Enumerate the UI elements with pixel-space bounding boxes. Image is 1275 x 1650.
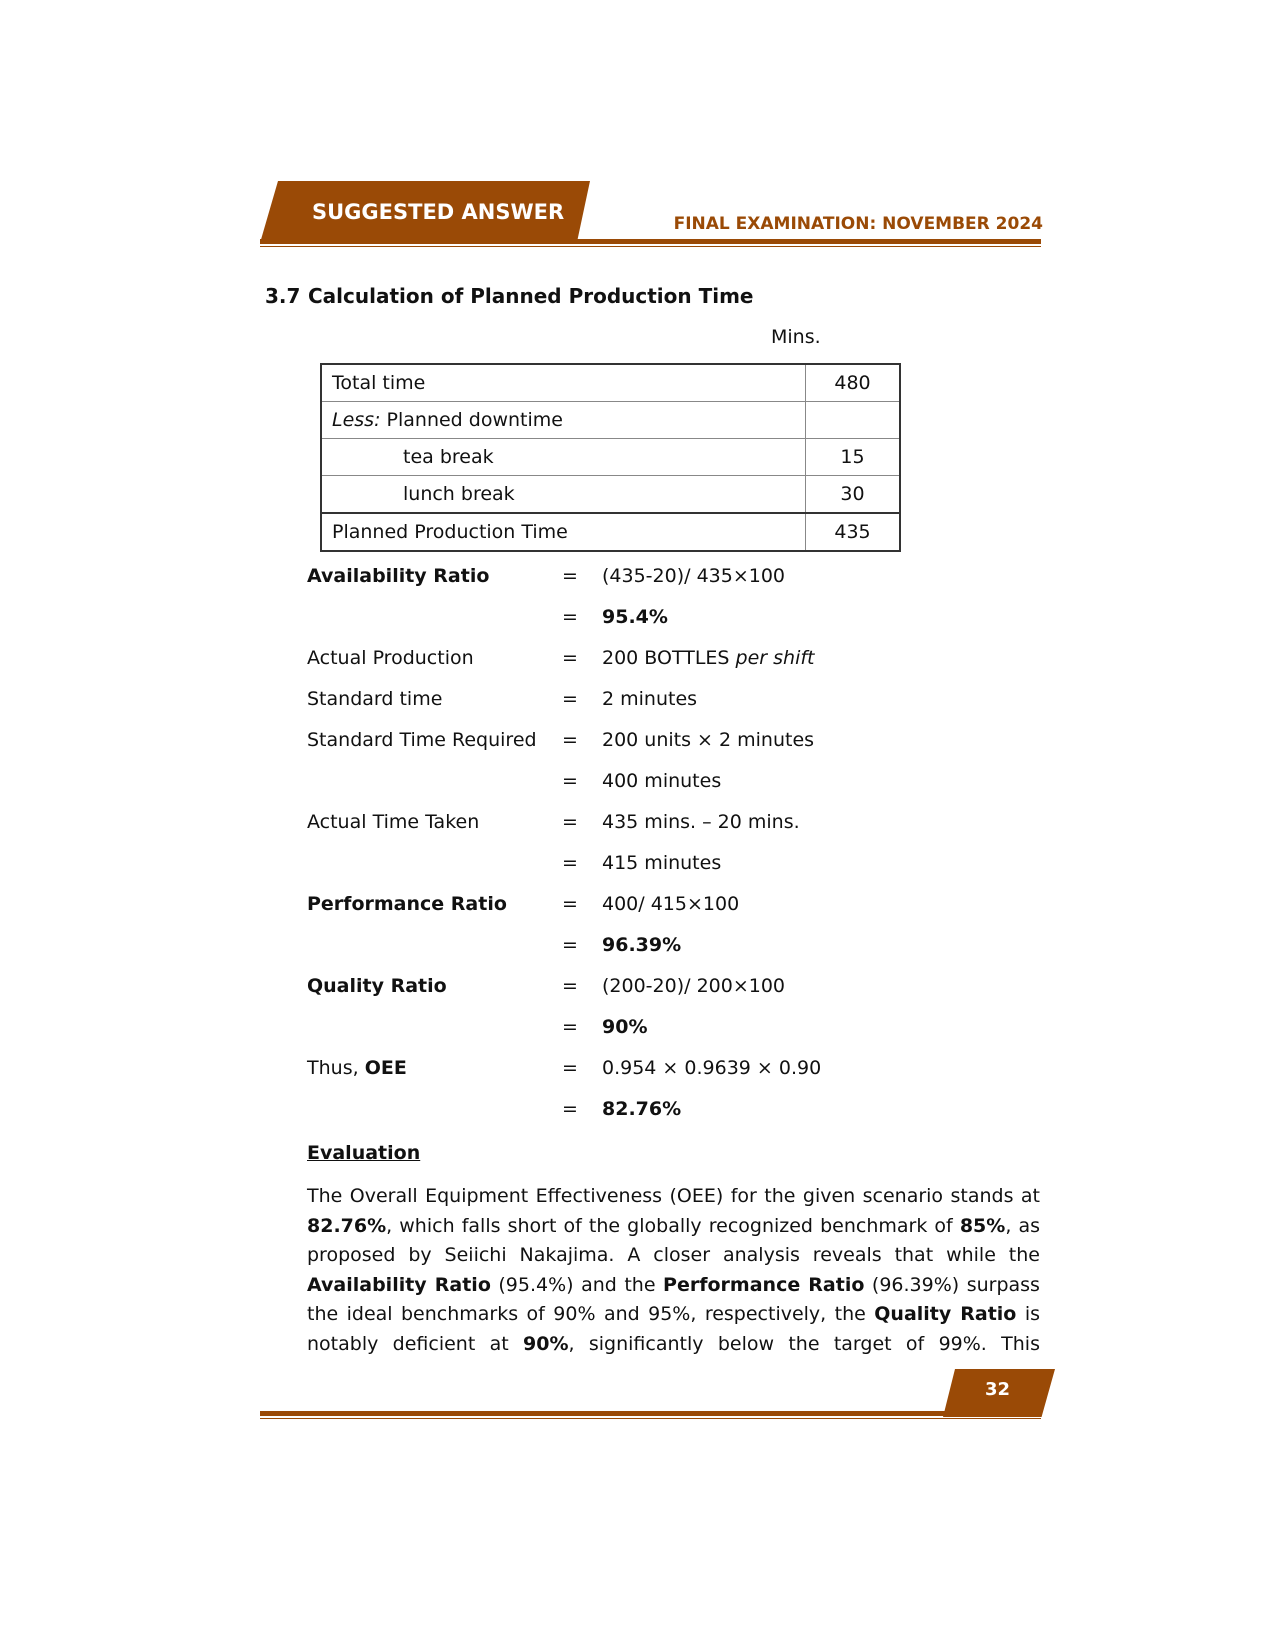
eval-text: is notably deficient at: [307, 1303, 1040, 1355]
table-cell-label: [321, 402, 806, 439]
eval-text: , which falls short of the globally recognized benchmark of: [386, 1214, 953, 1237]
calc-value: 2 minutes: [602, 688, 698, 710]
calc-label: Standard time: [307, 688, 443, 710]
calc-label-text: Thus,: [307, 1057, 359, 1079]
calc-label: [307, 1057, 557, 1079]
calc-value-suffix: per shift: [735, 647, 815, 669]
equals-sign: =: [562, 729, 578, 751]
exam-title: FINAL EXAMINATION: NOVEMBER 2024: [673, 214, 1043, 234]
header-rule-thin: [260, 246, 1041, 247]
equals-sign: =: [562, 934, 578, 956]
calc-value: [602, 647, 815, 669]
section-heading: [265, 284, 754, 308]
page-number: 32: [985, 1379, 1011, 1400]
equals-sign: =: [562, 852, 578, 874]
unit-label: Mins.: [771, 326, 821, 348]
calc-value: 415 minutes: [602, 852, 722, 874]
eval-benchmark: 85%: [959, 1214, 1006, 1237]
table-cell-value: [806, 402, 901, 439]
header-tab-label: SUGGESTED ANSWER: [312, 200, 565, 224]
calc-value: (435-20)/ 435×100: [602, 565, 786, 587]
table-cell-label: Total time: [321, 364, 806, 402]
table-cell-label: tea break: [321, 439, 806, 476]
equals-sign: =: [562, 1098, 578, 1120]
calc-value: (200-20)/ 200×100: [602, 975, 786, 997]
calc-label: Availability Ratio: [307, 565, 490, 587]
header-rule: [260, 239, 1041, 244]
equals-sign: =: [562, 647, 578, 669]
calc-value-text: 200 BOTTLES: [602, 647, 730, 669]
equals-sign: =: [562, 1057, 578, 1079]
table-cell-value: 15: [806, 439, 901, 476]
calc-value: 435 mins. – 20 mins.: [602, 811, 800, 833]
table-cell-label: Planned Production Time: [321, 513, 806, 551]
table-row: [321, 364, 900, 402]
calc-label: Standard Time Required: [307, 729, 537, 751]
calc-result: 96.39%: [602, 934, 682, 956]
calc-result: 82.76%: [602, 1098, 682, 1120]
table-cell-text: Planned downtime: [386, 409, 563, 431]
calc-value: 0.954 × 0.9639 × 0.90: [602, 1057, 822, 1079]
eval-text: The Overall Equipment Effectiveness (OEE) for the given scenario stands at: [307, 1185, 1040, 1207]
planned-time-table: [320, 363, 901, 552]
calc-value: 400 minutes: [602, 770, 722, 792]
table-row: [321, 439, 900, 476]
table-row: [321, 476, 900, 514]
eval-text: , as proposed by Seiichi Nakajima. A closer analysis reveals that while the: [307, 1214, 1040, 1267]
table-row: [321, 402, 900, 439]
table-cell-value: 480: [806, 364, 901, 402]
section-title: Calculation of Planned Production Time: [308, 284, 754, 308]
eval-performance: Performance Ratio: [663, 1273, 865, 1296]
footer-rule-thin: [260, 1418, 1041, 1419]
eval-availability: Availability Ratio: [307, 1273, 491, 1296]
equals-sign: =: [562, 565, 578, 587]
eval-text: , significantly below the target of 99%. This: [568, 1332, 1040, 1355]
eval-quality-value: 90%: [523, 1332, 569, 1355]
calc-result: 95.4%: [602, 606, 668, 628]
footer-rule: [260, 1411, 1041, 1416]
section-number: 3.7: [265, 284, 301, 308]
calc-label: Quality Ratio: [307, 975, 447, 997]
table-cell-label: lunch break: [321, 476, 806, 514]
equals-sign: =: [562, 975, 578, 997]
equals-sign: =: [562, 1016, 578, 1038]
calc-value: 400/ 415×100: [602, 893, 740, 915]
equals-sign: =: [562, 811, 578, 833]
evaluation-paragraph: [307, 1182, 1040, 1360]
eval-quality: Quality Ratio: [874, 1303, 1017, 1326]
eval-oee: 82.76%: [307, 1214, 387, 1237]
calc-label: Actual Production: [307, 647, 474, 669]
evaluation-title: Evaluation: [307, 1142, 421, 1164]
calc-label: Performance Ratio: [307, 893, 507, 915]
eval-text: (95.4%) and the: [498, 1273, 656, 1296]
calc-label-bold: OEE: [364, 1057, 407, 1079]
less-prefix: Less:: [332, 409, 381, 431]
equals-sign: =: [562, 606, 578, 628]
calc-label: Actual Time Taken: [307, 811, 480, 833]
table-row-total: [321, 513, 900, 551]
equals-sign: =: [562, 770, 578, 792]
calc-result: 90%: [602, 1016, 648, 1038]
equals-sign: =: [562, 688, 578, 710]
calc-value: 200 units × 2 minutes: [602, 729, 815, 751]
eval-text: (96.39%) surpass the ideal benchmarks of 90% and 95%, respectively, the: [307, 1273, 1040, 1326]
table-cell-value: 435: [806, 513, 901, 551]
table-cell-value: 30: [806, 476, 901, 514]
equals-sign: =: [562, 893, 578, 915]
